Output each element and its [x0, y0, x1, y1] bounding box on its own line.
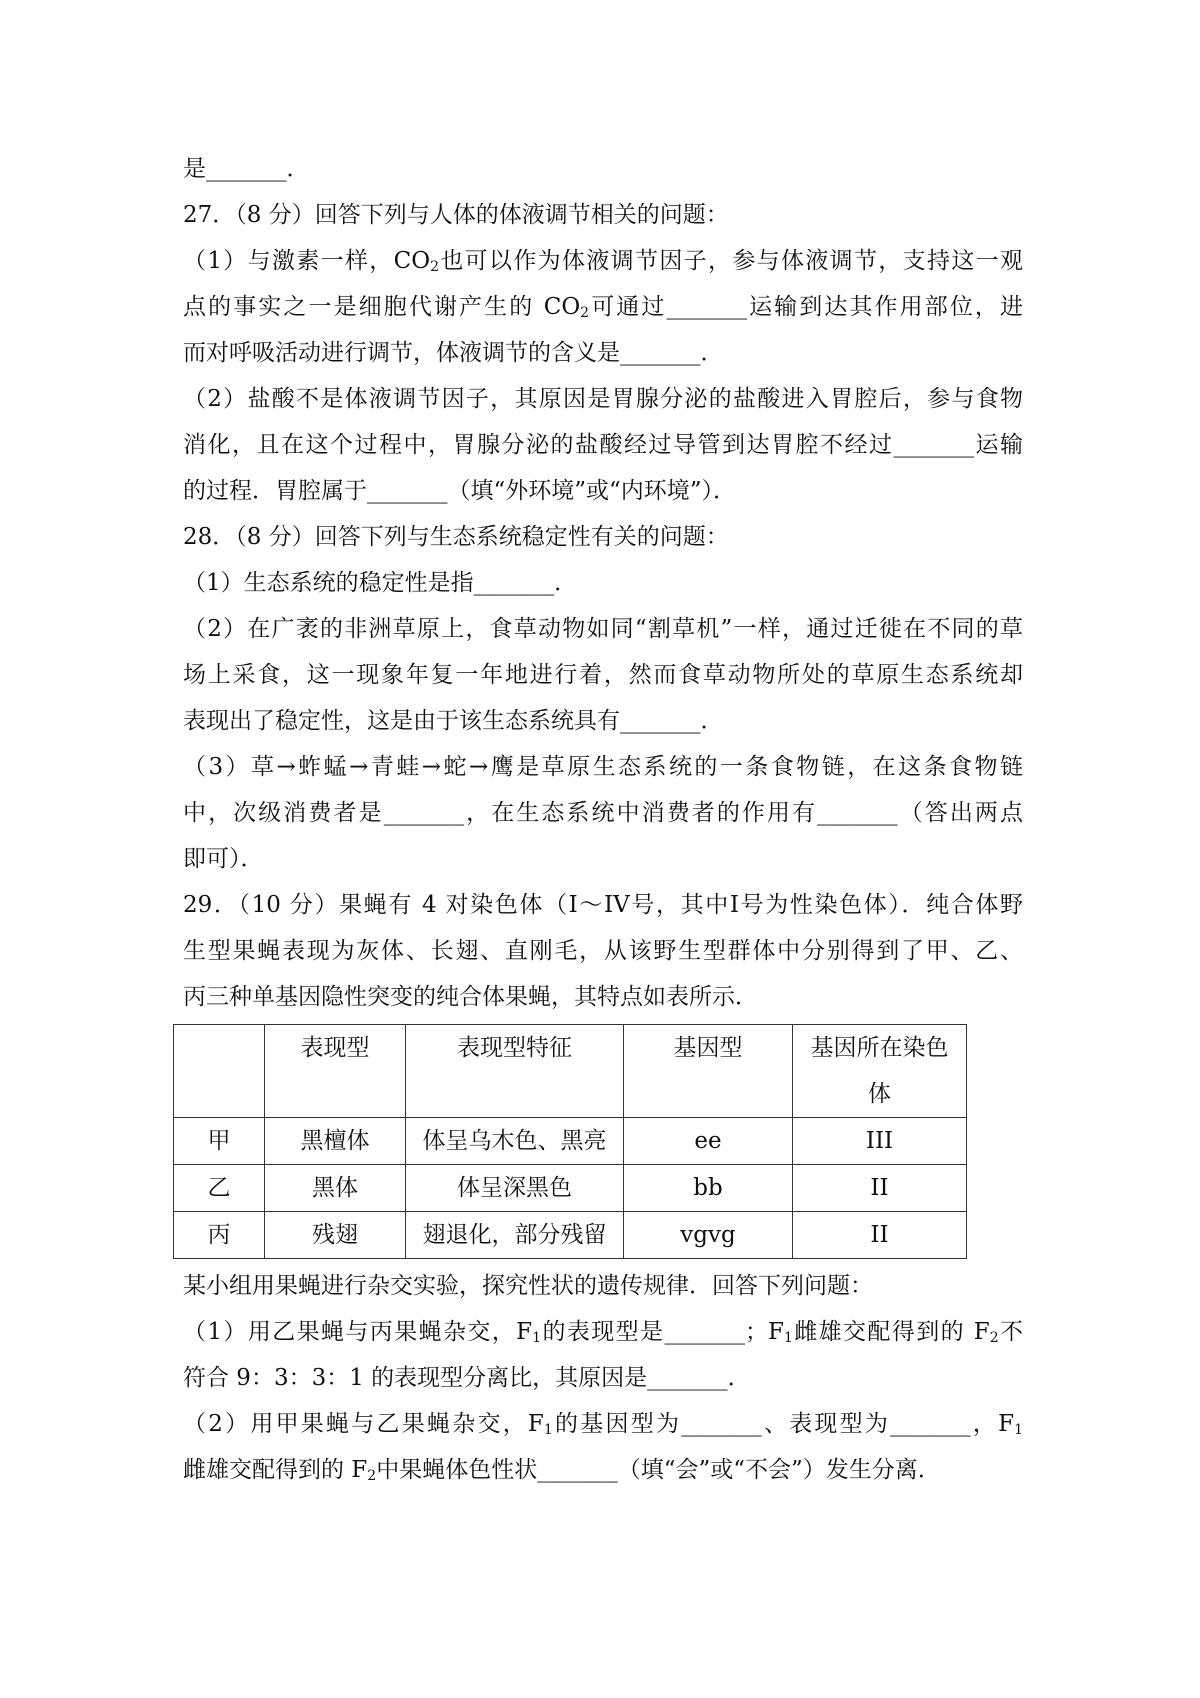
table-row	[174, 1165, 967, 1212]
text-line	[183, 422, 1023, 468]
table-header-cell	[174, 1025, 265, 1118]
subscript: 2	[989, 1330, 999, 1346]
text-line	[183, 1401, 1023, 1447]
subscript: 1	[1014, 1422, 1023, 1438]
table-row	[174, 1118, 967, 1165]
text-run: 生型果蝇表现为灰体、长翅、直刚毛，从该野生型群体中分别得到了甲、乙、	[183, 938, 1023, 964]
table-cell: III	[793, 1118, 967, 1165]
text-run: 27．（8 分）回答下列与人体的体液调节相关的问题：	[183, 202, 729, 228]
text-run: 29．（10 分）果蝇有 4 对染色体（I～IV号，其中I号为性染色体）．纯合体野	[183, 892, 1023, 918]
mutant-fly-table	[173, 1024, 967, 1259]
subscript: 1	[532, 1330, 542, 1346]
text-run: 28．（8 分）回答下列与生态系统稳定性有关的问题：	[183, 524, 729, 550]
text-run: （2）在广袤的非洲草原上，食草动物如同“割草机”一样，通过迁徙在不同的草	[183, 616, 1023, 642]
text-run: 不	[998, 1319, 1023, 1345]
text-line	[183, 698, 1023, 744]
text-run: 也可以作为体液调节因子，参与体液调节，支持这一观	[439, 248, 1023, 274]
table-cell: 乙	[174, 1165, 265, 1212]
text-run: 的过程．胃腔属于_______（填“外环境”或“内环境”）．	[183, 478, 737, 504]
text-run: 是_______．	[183, 156, 310, 182]
table-cell: 体呈乌木色、黑亮	[406, 1118, 624, 1165]
text-run: 的基因型为_______、表现型为_______，F	[552, 1411, 1015, 1437]
text-line	[183, 330, 1023, 376]
table-cell: 黑体	[265, 1165, 406, 1212]
text-run: （2）盐酸不是体液调节因子，其原因是胃腺分泌的盐酸进入胃腔后，参与食物	[183, 386, 1023, 412]
text-line	[183, 974, 1023, 1020]
text-run: 某小组用果蝇进行杂交实验，探究性状的遗传规律．回答下列问题：	[183, 1273, 873, 1299]
subscript: 1	[543, 1422, 553, 1438]
text-run: 可通过_______运输到达其作用部位，进	[589, 294, 1023, 320]
subscript: 2	[430, 259, 440, 275]
text-line	[183, 192, 1023, 238]
text-run: 场上采食，这一现象年复一年地进行着，然而食草动物所处的草原生态系统却	[183, 662, 1023, 688]
table-header-cell: 表现型特征	[406, 1025, 624, 1118]
text-line	[183, 514, 1023, 560]
text-run: 雌雄交配得到的 F	[792, 1319, 990, 1345]
text-run: 点的事实之一是细胞代谢产生的 CO	[183, 294, 581, 320]
table-cell: 体呈深黑色	[406, 1165, 624, 1212]
text-run: 即可）．	[183, 846, 264, 872]
text-line	[183, 928, 1023, 974]
text-line	[183, 1309, 1023, 1355]
text-run: 中果蝇体色性状_______（填“会”或“不会”）发生分离．	[376, 1457, 941, 1483]
text-line	[183, 606, 1023, 652]
table-cell: ee	[624, 1118, 793, 1165]
table-header-cell: 表现型	[265, 1025, 406, 1118]
table-cell: 丙	[174, 1212, 265, 1259]
exam-page	[183, 146, 1023, 1493]
table-cell: 甲	[174, 1118, 265, 1165]
subscript: 2	[580, 305, 590, 321]
text-line	[183, 376, 1023, 422]
text-run: 消化，且在这个过程中，胃腺分泌的盐酸经过导管到达胃腔不经过_______运输	[183, 432, 1023, 458]
table-cell: 残翅	[265, 1212, 406, 1259]
text-run: （2）用甲果蝇与乙果蝇杂交，F	[183, 1411, 544, 1437]
text-line	[183, 790, 1023, 836]
table-cell: 翅退化，部分残留	[406, 1212, 624, 1259]
text-run: 符合 9：3：3：1 的表现型分离比，其原因是_______．	[183, 1365, 751, 1391]
table-row	[174, 1212, 967, 1259]
table-header-row	[174, 1025, 967, 1118]
text-line	[183, 836, 1023, 882]
table-header-label: 基因所在染色体	[810, 1035, 949, 1107]
table-cell: bb	[624, 1165, 793, 1212]
text-line	[183, 238, 1023, 284]
text-line	[183, 744, 1023, 790]
text-line	[183, 146, 1023, 192]
subscript: 1	[783, 1330, 793, 1346]
text-run: （3）草→蚱蜢→青蛙→蛇→鹰是草原生态系统的一条食物链，在这条食物链	[183, 754, 1023, 780]
text-run: 而对呼吸活动进行调节，体液调节的含义是_______．	[183, 340, 724, 366]
question-29-subquestions	[183, 1263, 1023, 1493]
table-cell: 黑檀体	[265, 1118, 406, 1165]
table-header-cell	[793, 1025, 967, 1118]
text-run: （1）与激素一样，CO	[183, 248, 431, 274]
text-run: 中，次级消费者是_______，在生态系统中消费者的作用有_______（答出两点	[183, 800, 1023, 826]
text-run: 雌雄交配得到的 F	[183, 1457, 368, 1483]
text-line	[183, 882, 1023, 928]
text-line	[183, 1263, 1023, 1309]
table-header-cell: 基因型	[624, 1025, 793, 1118]
table-cell: vgvg	[624, 1212, 793, 1259]
table-cell: II	[793, 1165, 967, 1212]
text-line	[183, 468, 1023, 514]
text-line	[183, 1355, 1023, 1401]
text-run: 的表现型是_______；F	[541, 1319, 784, 1345]
text-line	[183, 652, 1023, 698]
questions-27-29-text	[183, 146, 1023, 1020]
subscript: 2	[367, 1468, 377, 1484]
text-run: （1）用乙果蝇与丙果蝇杂交，F	[183, 1319, 533, 1345]
text-line	[183, 284, 1023, 330]
text-run: 表现出了稳定性，这是由于该生态系统具有_______．	[183, 708, 724, 734]
table-cell: II	[793, 1212, 967, 1259]
text-line	[183, 1447, 1023, 1493]
text-line	[183, 560, 1023, 606]
text-run: （1）生态系统的稳定性是指_______．	[183, 570, 578, 596]
text-run: 丙三种单基因隐性突变的纯合体果蝇，其特点如表所示．	[183, 984, 758, 1010]
